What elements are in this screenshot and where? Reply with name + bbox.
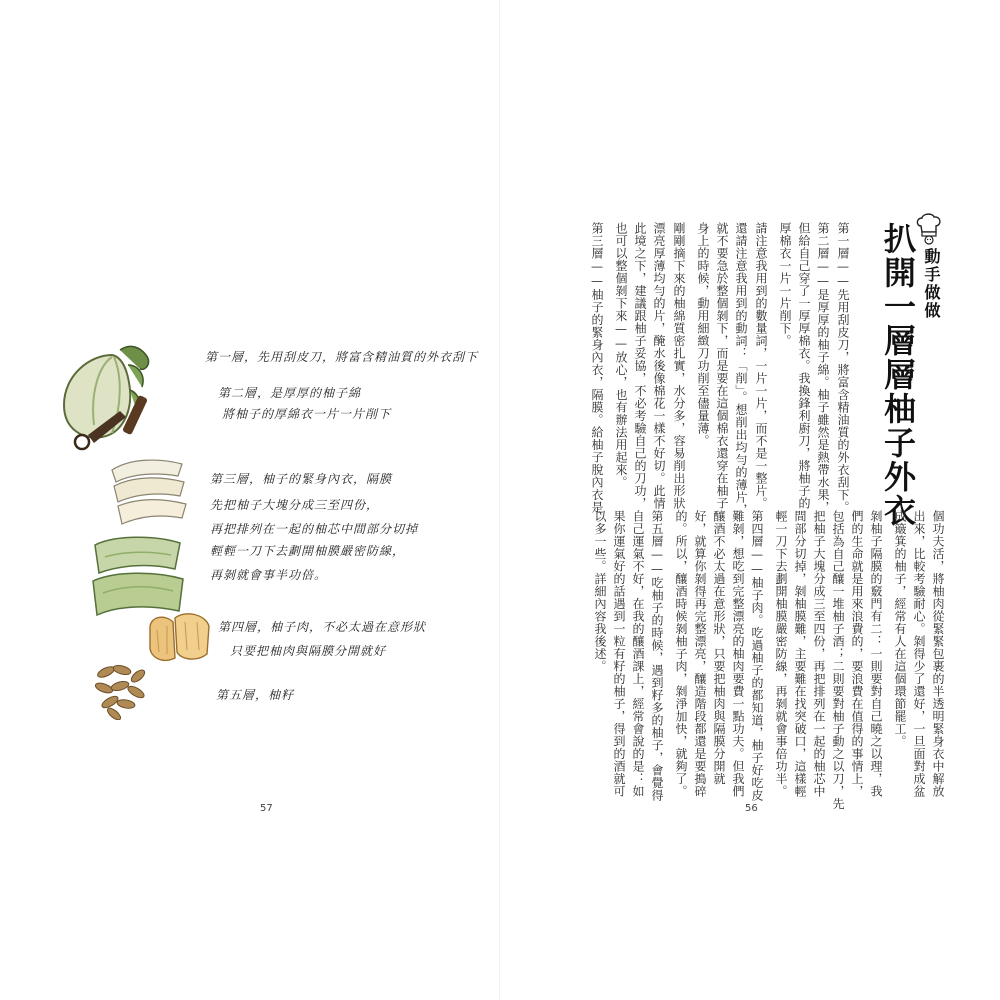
text-column: 以多一些。詳細內容我後述。 bbox=[593, 510, 607, 673]
text-column: 此境之下，建議跟柚子妥協，不必考驗自己的刀功， bbox=[633, 222, 647, 510]
right-page bbox=[500, 0, 1000, 1000]
note-layer-3-step2: 再把排列在一起的柚芯中間部分切掉 bbox=[210, 522, 419, 536]
text-column: 釀酒不必太過在意形狀，只要把柚肉與隔膜分開就 bbox=[712, 510, 726, 785]
note-layer-3: 第三層，柚子的緊身內衣，隔膜 bbox=[210, 472, 393, 486]
text-column: 好，就算你剝得再完整漂亮，釀造階段都還是要搗碎 bbox=[693, 510, 707, 798]
text-column: 第五層——吃柚子的時候，遇到籽多的柚子，會覺得 bbox=[650, 510, 664, 802]
text-column: 但給自己穿了一厚厚棉衣。我換鋒利廚刀，將柚子的 bbox=[797, 222, 811, 510]
text-column: 第二層——是厚厚的柚子綿。柚子雖然是熱帶水果， bbox=[816, 222, 830, 514]
text-column: 成簸箕的柚子，經常有人在這個環節罷工。 bbox=[893, 510, 907, 748]
note-layer-1: 第一層，先用刮皮刀，將富含精油質的外衣刮下 bbox=[205, 350, 479, 364]
page-title: 扒開一層層柚子外衣 bbox=[879, 222, 917, 528]
section-label: 動手做做 bbox=[922, 248, 941, 320]
text-column: 剝柚子隔膜的竅門有二：一則要對自己曉之以理，我 bbox=[869, 510, 883, 798]
text-column: 們的生命就是用來浪費的，要浪費在值得的事情上， bbox=[850, 510, 864, 798]
text-column: 請注意我用到的數量詞，一片一片，而不是一整片。 bbox=[754, 222, 768, 510]
text-column: 果你運氣好的話遇到一粒有籽的柚子，得到的酒就可 bbox=[612, 510, 626, 798]
text-column: 輕一刀下去劃開柚膜嚴密防線，再剝就會事倍功半。 bbox=[774, 510, 788, 798]
text-column: 剛剛摘下來的柚綿質密扎實，水分多，容易削出形狀 bbox=[672, 222, 686, 510]
text-column: 也可以整個剝下來——放心，也有辦法用起來。 bbox=[614, 222, 628, 489]
text-column: 難剝，想吃到完整漂亮的柚肉要費一點功夫。但我們 bbox=[731, 510, 745, 798]
page-number-left: 57 bbox=[260, 803, 273, 814]
note-layer-5: 第五層，柚籽 bbox=[216, 688, 295, 702]
text-column: 身上的時候，動用細緻刀功削至儘量薄。 bbox=[696, 222, 710, 447]
text-column: 個功夫活，將柚肉從緊緊包裹的半透明緊身衣中解放 bbox=[931, 510, 945, 798]
text-column: 包括為自己釀一堆柚子酒；二則要對柚子動之以刀，先 bbox=[831, 510, 845, 810]
text-column: 漂亮厚薄均勻的片，醃水後像棉花一樣不好切。此情 bbox=[652, 222, 666, 510]
note-layer-3-step4: 再剝就會事半功倍。 bbox=[210, 568, 328, 582]
text-column: 間部分切掉，剝柚膜難，主要難在找突破口，這樣輕 bbox=[793, 510, 807, 798]
note-layer-2: 第二層，是厚厚的柚子綿 bbox=[218, 386, 362, 400]
text-column: 第三層——柚子的緊身內衣，隔膜。給柚子脫內衣是 bbox=[590, 222, 604, 514]
pomelo-seeds-illustration bbox=[92, 660, 152, 720]
text-column: 出來，比較考驗耐心。剝得少了還好，一旦面對成盆 bbox=[912, 510, 926, 798]
pomelo-flesh-illustration bbox=[145, 608, 215, 668]
text-column: 把柚子大塊分成三至四份，再把排列在一起的柚芯中 bbox=[812, 510, 826, 798]
note-layer-4-detail: 只要把柚肉與隔膜分開就好 bbox=[230, 644, 387, 658]
text-column: 第四層——柚子肉。吃過柚子的都知道，柚子好吃皮 bbox=[750, 510, 764, 802]
note-layer-3-step1: 先把柚子大塊分成三至四份， bbox=[210, 498, 380, 512]
page-number-right: 56 bbox=[745, 803, 758, 814]
text-column: 就不要急於整個剝下，而是要在這個棉衣還穿在柚子 bbox=[715, 222, 729, 510]
note-layer-2-detail: 將柚子的厚綿衣一片一片削下 bbox=[222, 407, 392, 421]
text-column: 還請注意我用到的動詞：「削」。想削出均勻的薄片， bbox=[734, 222, 748, 516]
text-column: 的。所以，釀酒時候剝柚子肉，剝淨加快，就夠了。 bbox=[674, 510, 688, 798]
text-column: 自己運氣不好，在我的釀酒課上，經常會說的是：如 bbox=[631, 510, 645, 798]
text-column: 第一層——先用刮皮刀，將富含精油質的外衣刮下。 bbox=[836, 222, 850, 514]
text-column: 厚棉衣一片一片削下。 bbox=[778, 222, 792, 347]
note-layer-4: 第四層，柚子肉，不必太過在意形狀 bbox=[218, 620, 427, 634]
note-layer-3-step3: 輕輕一刀下去劃開柚膜嚴密防線， bbox=[210, 544, 406, 558]
